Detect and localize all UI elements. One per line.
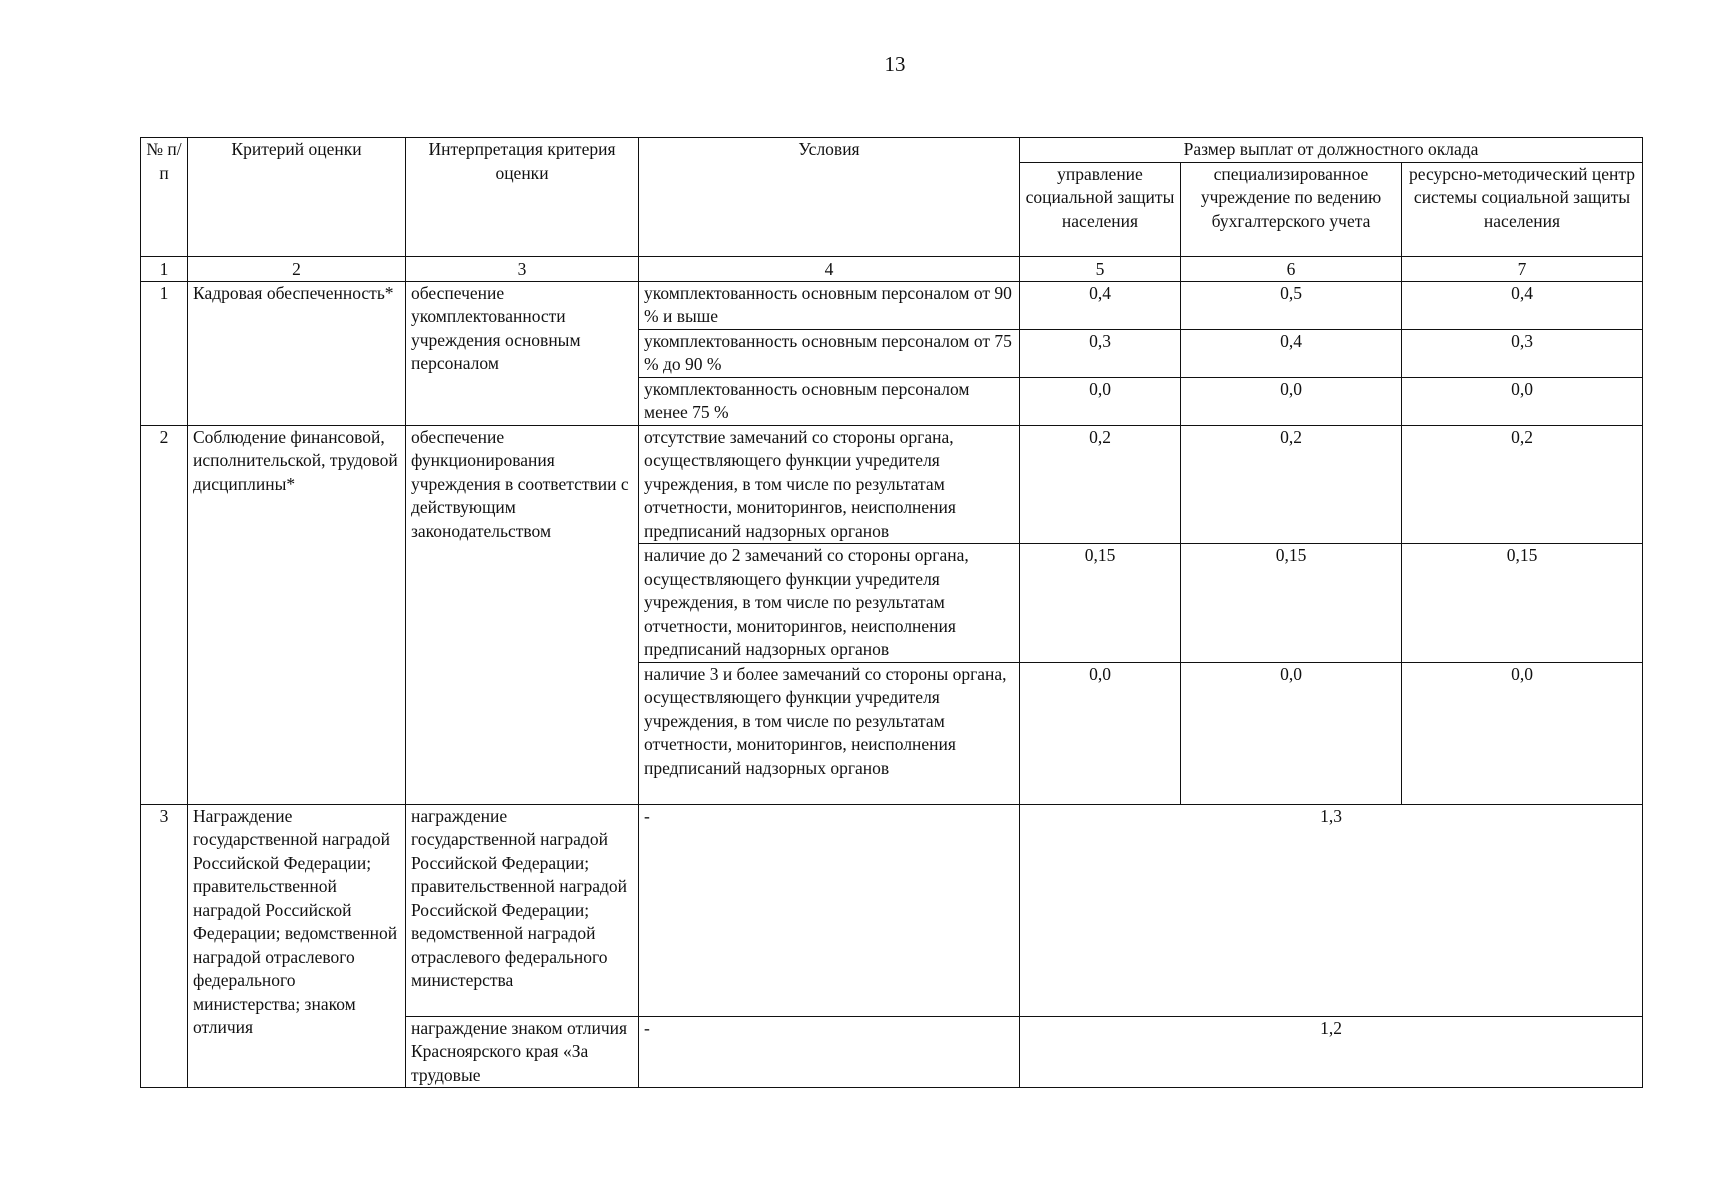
condition-cell: укомплектованность основным персоналом менее 75 % — [639, 377, 1020, 425]
header-num: № п/п — [141, 138, 188, 257]
criterion-cell: Награждение государственной наградой Российской Федерации; правительственной наградой Российской Федерации; ведомственной наградой отраслевого федерального министерства; знаком отличия — [188, 804, 406, 1088]
header-row-top — [141, 138, 1643, 163]
value-merged: 1,2 — [1020, 1016, 1643, 1088]
criterion-cell: Кадровая обеспеченность* — [188, 281, 406, 425]
value-col7: 0,15 — [1402, 544, 1643, 663]
value-col5: 0,4 — [1020, 281, 1181, 329]
interpretation-cell: обеспечение функционирования учреждения в соответствии с действующим законодательством — [406, 425, 639, 804]
column-number: 2 — [188, 256, 406, 281]
header-payment-group: Размер выплат от должностного оклада — [1020, 138, 1643, 163]
header-conditions: Условия — [639, 138, 1020, 257]
section-number: 2 — [141, 425, 188, 804]
value-col7: 0,4 — [1402, 281, 1643, 329]
value-col5: 0,0 — [1020, 377, 1181, 425]
condition-cell: наличие 3 и более замечаний со стороны органа, осуществляющего функции учредителя учреждения, в том числе по результатам отчетности, мониторингов, неисполнения предписаний надзорных органов — [639, 662, 1020, 804]
column-number: 5 — [1020, 256, 1181, 281]
value-col6: 0,5 — [1181, 281, 1402, 329]
header-criterion: Критерий оценки — [188, 138, 406, 257]
value-col5: 0,3 — [1020, 329, 1181, 377]
value-col7: 0,2 — [1402, 425, 1643, 544]
value-col6: 0,0 — [1181, 662, 1402, 804]
criteria-table — [140, 137, 1643, 1088]
header-col6: специализированное учреждение по ведению бухгалтерского учета — [1181, 162, 1402, 256]
value-col7: 0,0 — [1402, 377, 1643, 425]
value-col5: 0,0 — [1020, 662, 1181, 804]
criterion-cell: Соблюдение финансовой, исполнительской, трудовой дисциплины* — [188, 425, 406, 804]
header-col7: ресурсно-методический центр системы социальной защиты населения — [1402, 162, 1643, 256]
value-col6: 0,0 — [1181, 377, 1402, 425]
value-col6: 0,2 — [1181, 425, 1402, 544]
column-number: 7 — [1402, 256, 1643, 281]
column-number-row — [141, 256, 1643, 281]
value-col5: 0,2 — [1020, 425, 1181, 544]
page-number: 13 — [884, 52, 906, 76]
value-col6: 0,4 — [1181, 329, 1402, 377]
table-row — [141, 425, 1643, 544]
interpretation-cell: награждение государственной наградой Российской Федерации; правительственной наградой Российской Федерации; ведомственной наградой отраслевого федерального министерства — [406, 804, 639, 1016]
condition-cell: отсутствие замечаний со стороны органа, осуществляющего функции учредителя учреждения, в том числе по результатам отчетности, мониторингов, неисполнения предписаний надзорных органов — [639, 425, 1020, 544]
value-col7: 0,3 — [1402, 329, 1643, 377]
condition-cell: укомплектованность основным персоналом от 90 % и выше — [639, 281, 1020, 329]
column-number: 6 — [1181, 256, 1402, 281]
section-number: 3 — [141, 804, 188, 1088]
value-col5: 0,15 — [1020, 544, 1181, 663]
value-col7: 0,0 — [1402, 662, 1643, 804]
value-col6: 0,15 — [1181, 544, 1402, 663]
interpretation-cell: обеспечение укомплектованности учреждения основным персоналом — [406, 281, 639, 425]
value-merged: 1,3 — [1020, 804, 1643, 1016]
header-interpretation: Интерпретация критерия оценки — [406, 138, 639, 257]
interpretation-cell: награждение знаком отличия Красноярского края «За трудовые — [406, 1016, 639, 1088]
header-col5: управление социальной защиты населения — [1020, 162, 1181, 256]
column-number: 1 — [141, 256, 188, 281]
column-number: 4 — [639, 256, 1020, 281]
section-number: 1 — [141, 281, 188, 425]
condition-cell: укомплектованность основным персоналом от 75 % до 90 % — [639, 329, 1020, 377]
condition-cell: - — [639, 804, 1020, 1016]
table-row — [141, 804, 1643, 1016]
column-number: 3 — [406, 256, 639, 281]
condition-cell: наличие до 2 замечаний со стороны органа, осуществляющего функции учредителя учреждения, в том числе по результатам отчетности, мониторингов, неисполнения предписаний надзорных органов — [639, 544, 1020, 663]
table-row — [141, 281, 1643, 329]
condition-cell: - — [639, 1016, 1020, 1088]
